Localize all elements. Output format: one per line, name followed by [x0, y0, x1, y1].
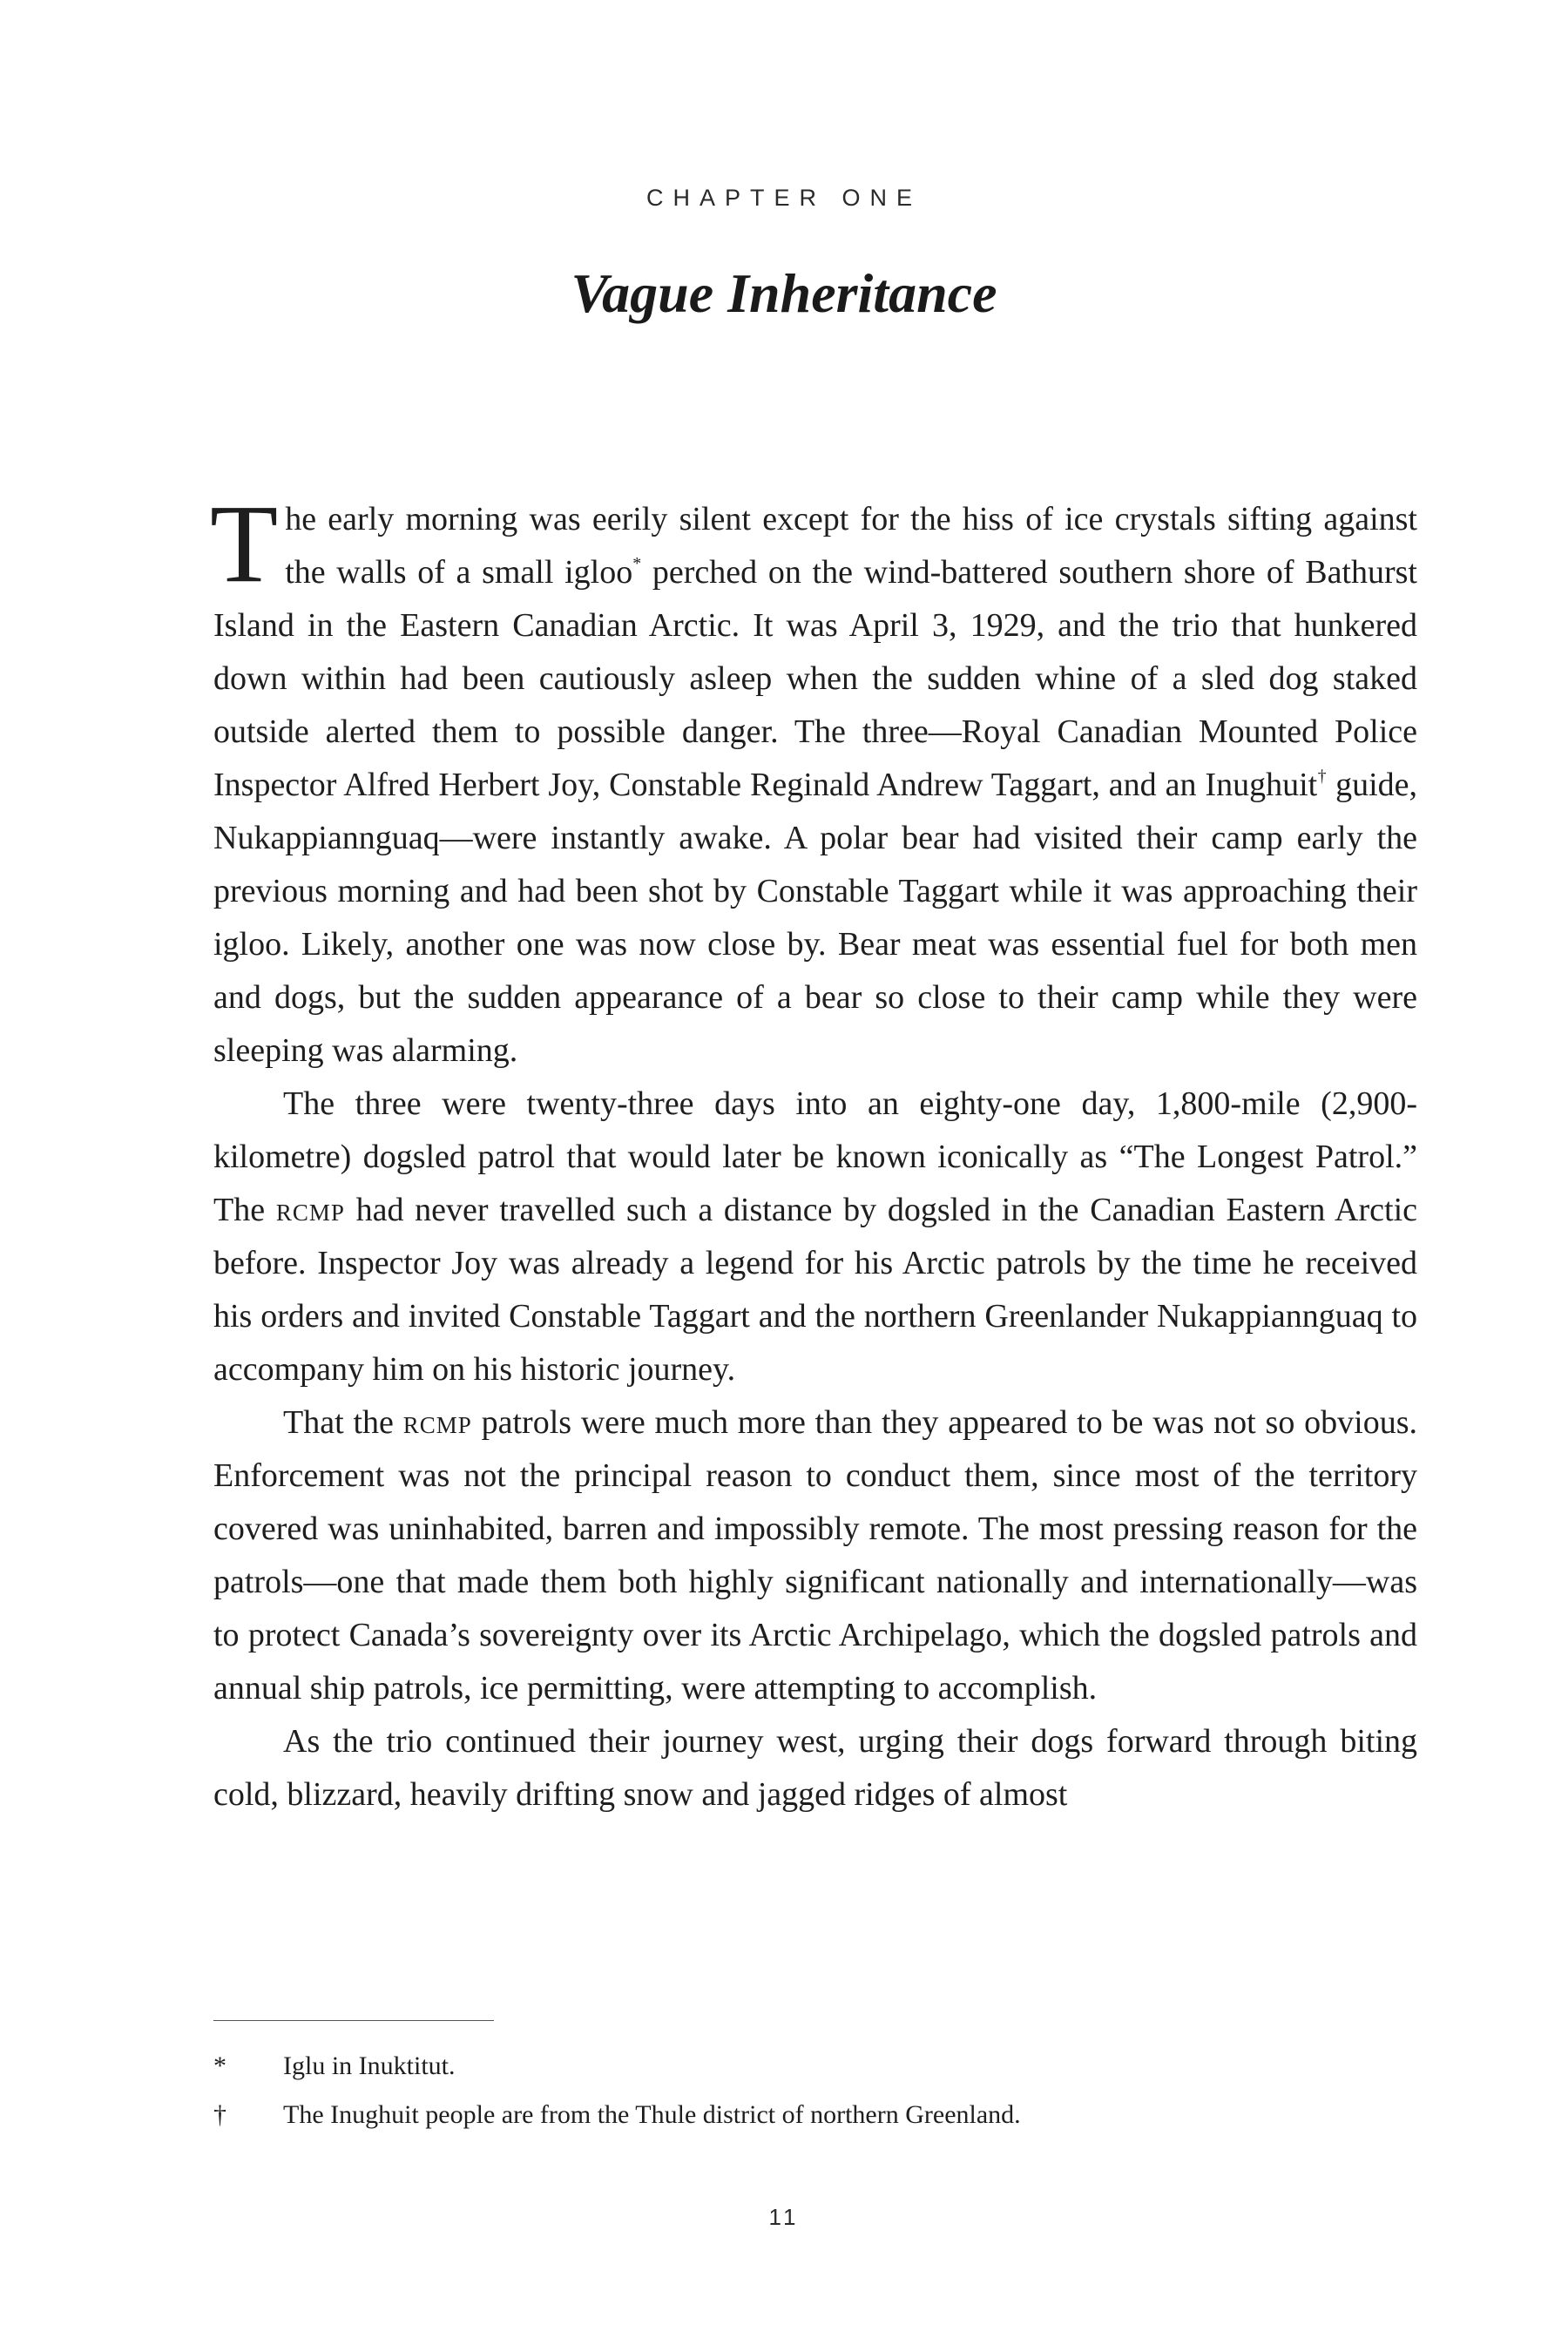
footnote-text: The Inughuit people are from the Thule district of northern Greenland. — [283, 2100, 1021, 2129]
page-number: 11 — [768, 2204, 800, 2230]
rcmp-abbrev: rcmp — [275, 1192, 345, 1228]
rcmp-abbrev: rcmp — [402, 1404, 472, 1441]
chapter-label: CHAPTER ONE — [645, 185, 923, 211]
paragraph-3 — [213, 1396, 1417, 1715]
body-text — [210, 482, 1418, 1821]
paragraph-2-part-b: had never travelled such a distance by dogsled in the Canadian Eastern Arctic before. Inspector Joy was already a legend for his Arctic patrols by the time he received his orders and invited Constable Taggart and the northern Greenlander Nukappiannguaq to accompany him on his historic journey. — [213, 1192, 1417, 1388]
paragraph-1-part-c: guide, Nukappiannguaq—were instantly awake. A polar bear had visited their camp early the previous morning and had been shot by Constable Taggart while it was approaching their igloo. Likely, another one was now close by. Bear meat was essential fuel for both men and dogs, but the sudden appearance of a bear so close to their camp while they were sleeping was alarming. — [213, 767, 1417, 1069]
footnote-mark: † — [213, 2100, 226, 2129]
paragraph-1-part-b: perched on the wind-battered southern shore of Bathurst Island in the Eastern Canadian Arctic. It was April 3, 1929, and the trio that hunkered down within had been cautiously asleep when the sudden whine of a sled dog staked outside alerted them to possible danger. The three—Royal Canadian Mounted Police Inspector Alfred Herbert Joy, Constable Reginald Andrew Taggart, and an Inughuit — [213, 554, 1417, 803]
chapter-title: Vague Inheritance — [571, 262, 997, 324]
footnote-ref-asterisk: * — [632, 554, 642, 573]
footnotes — [213, 2051, 1417, 2148]
footnote-text: Iglu in Inuktitut. — [283, 2051, 456, 2080]
paragraph-1-part-a: he early morning was eerily silent except for the hiss of ice crystals sifting against the walls of a small igloo — [285, 501, 1417, 591]
paragraph-2 — [213, 1078, 1417, 1396]
footnote-ref-dagger: † — [1317, 767, 1328, 786]
footnote-item — [213, 2099, 1417, 2131]
drop-cap: T — [210, 482, 279, 605]
paragraph-3-part-a: That the — [283, 1404, 403, 1441]
paragraph-3-part-b: patrols were much more than they appeared to be was not so obvious. Enforcement was not the principal reason to conduct them, since most of the territory covered was uninhabited, barren and impossibly remote. The most pressing reason for the patrols—one that made them both highly significant nationally and internationally—was to protect Canada’s sovereignty over its Arctic Archipelago, which the dogsled patrols and annual ship patrols, ice permitting, were attempting to accomplish. — [213, 1404, 1418, 1707]
footnote-mark: * — [213, 2051, 226, 2080]
paragraph-4: As the trio continued their journey west, urging their dogs forward through biting cold, blizzard, heavily drifting snow and jagged ridges of almost — [213, 1723, 1417, 1813]
paragraph-2-part-a: The three were twenty-three days into an eighty-one day, 1,800-mile (2,900-kilometre) dogsled patrol that would later be known iconically as “The Longest Patrol.” The — [213, 1085, 1417, 1228]
footnote-divider — [213, 2020, 494, 2021]
footnote-item — [213, 2051, 1417, 2082]
paragraph-1 — [210, 482, 1417, 1078]
